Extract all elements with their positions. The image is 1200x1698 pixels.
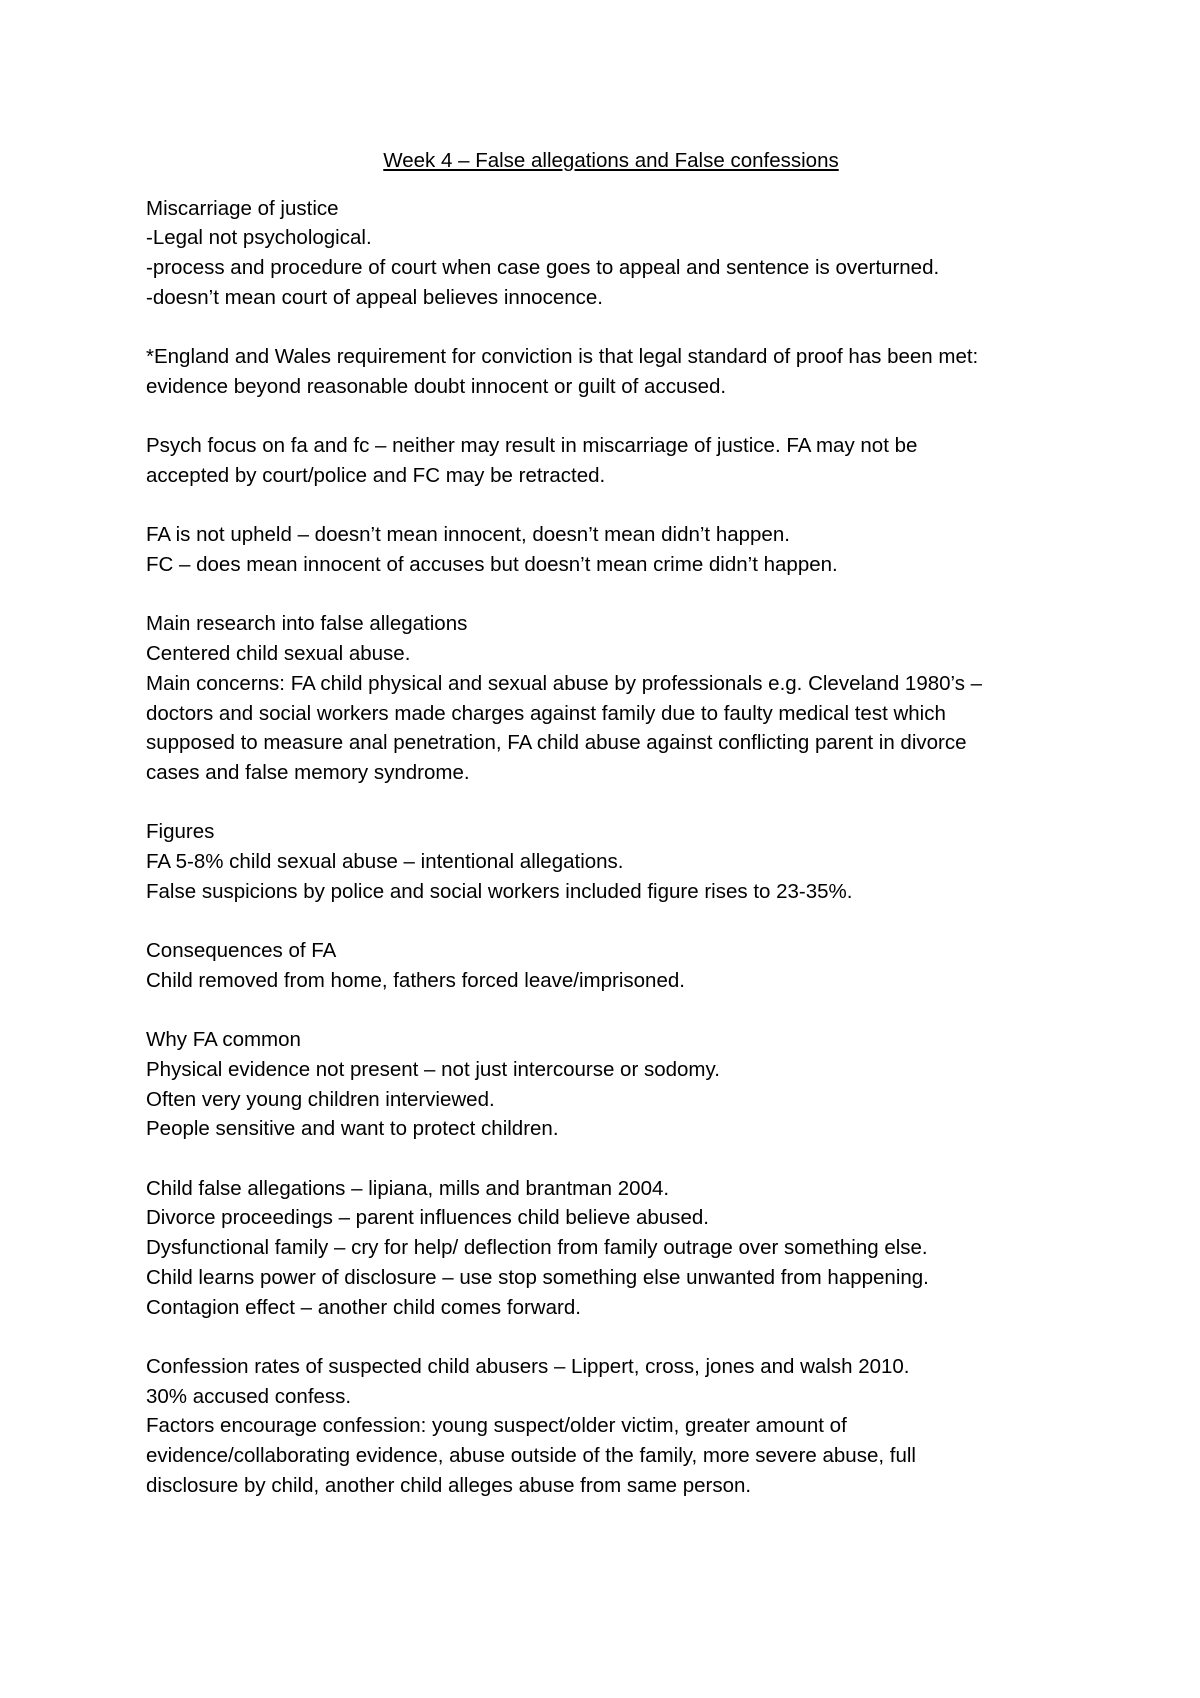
- paragraph: [146, 609, 1076, 787]
- text-line: Child false allegations – lipiana, mills and brantman 2004.: [146, 1176, 670, 1200]
- paragraph: [146, 342, 1076, 401]
- text-line: supposed to measure anal penetration, FA child abuse against conflicting parent in divorce: [146, 731, 967, 755]
- text-line: FA is not upheld – doesn’t mean innocent, doesn’t mean didn’t happen.: [146, 523, 790, 547]
- text-line: 30% accused confess.: [146, 1384, 352, 1408]
- text-line: Figures: [146, 820, 215, 844]
- paragraph: [146, 817, 1076, 906]
- text-line: Consequences of FA: [146, 939, 337, 963]
- paragraph: [146, 1352, 1076, 1501]
- text-line: FC – does mean innocent of accuses but doesn’t mean crime didn’t happen.: [146, 553, 838, 577]
- text-line: Why FA common: [146, 1028, 301, 1052]
- text-line: evidence/collaborating evidence, abuse outside of the family, more severe abuse, full: [146, 1444, 916, 1468]
- paragraph: [146, 1174, 1076, 1323]
- text-line: Confession rates of suspected child abusers – Lippert, cross, jones and walsh 2010.: [146, 1354, 910, 1378]
- paragraph: [146, 520, 1076, 579]
- text-line: evidence beyond reasonable doubt innocent or guilt of accused.: [146, 374, 727, 398]
- text-line: -Legal not psychological.: [146, 226, 372, 250]
- text-line: FA 5-8% child sexual abuse – intentional allegations.: [146, 850, 624, 874]
- text-line: Psych focus on fa and fc – neither may result in miscarriage of justice. FA may not be: [146, 434, 918, 458]
- text-line: Factors encourage confession: young suspect/older victim, greater amount of: [146, 1414, 847, 1438]
- document-page: [146, 146, 1076, 1530]
- text-line: Main research into false allegations: [146, 612, 468, 636]
- text-line: Dysfunctional family – cry for help/ deflection from family outrage over something else.: [146, 1236, 928, 1260]
- text-line: Child learns power of disclosure – use stop something else unwanted from happening.: [146, 1265, 929, 1289]
- text-line: Child removed from home, fathers forced leave/imprisoned.: [146, 968, 685, 992]
- document-title: Week 4 – False allegations and False confessions: [383, 149, 839, 172]
- text-line: Physical evidence not present – not just intercourse or sodomy.: [146, 1057, 720, 1081]
- text-line: Often very young children interviewed.: [146, 1087, 495, 1111]
- text-line: doctors and social workers made charges against family due to faulty medical test which: [146, 701, 946, 725]
- paragraph: [146, 194, 1076, 313]
- text-line: *England and Wales requirement for conviction is that legal standard of proof has been met:: [146, 345, 979, 369]
- text-line: Divorce proceedings – parent influences child believe abused.: [146, 1206, 709, 1230]
- paragraph: [146, 1025, 1076, 1144]
- text-line: Centered child sexual abuse.: [146, 642, 411, 666]
- text-line: Main concerns: FA child physical and sexual abuse by professionals e.g. Cleveland 1980’s –: [146, 671, 983, 695]
- text-line: disclosure by child, another child alleges abuse from same person.: [146, 1473, 752, 1497]
- text-line: Contagion effect – another child comes forward.: [146, 1295, 581, 1319]
- text-line: accepted by court/police and FC may be retracted.: [146, 464, 606, 487]
- document-body: [146, 194, 1076, 1501]
- paragraph: [146, 936, 1076, 995]
- text-line: Miscarriage of justice: [146, 196, 339, 220]
- text-line: -process and procedure of court when case goes to appeal and sentence is overturned.: [146, 256, 940, 280]
- text-line: False suspicions by police and social workers included figure rises to 23-35%.: [146, 879, 853, 903]
- text-line: cases and false memory syndrome.: [146, 761, 470, 784]
- paragraph: [146, 431, 1076, 490]
- text-line: -doesn’t mean court of appeal believes innocence.: [146, 285, 603, 309]
- text-line: People sensitive and want to protect children.: [146, 1117, 559, 1141]
